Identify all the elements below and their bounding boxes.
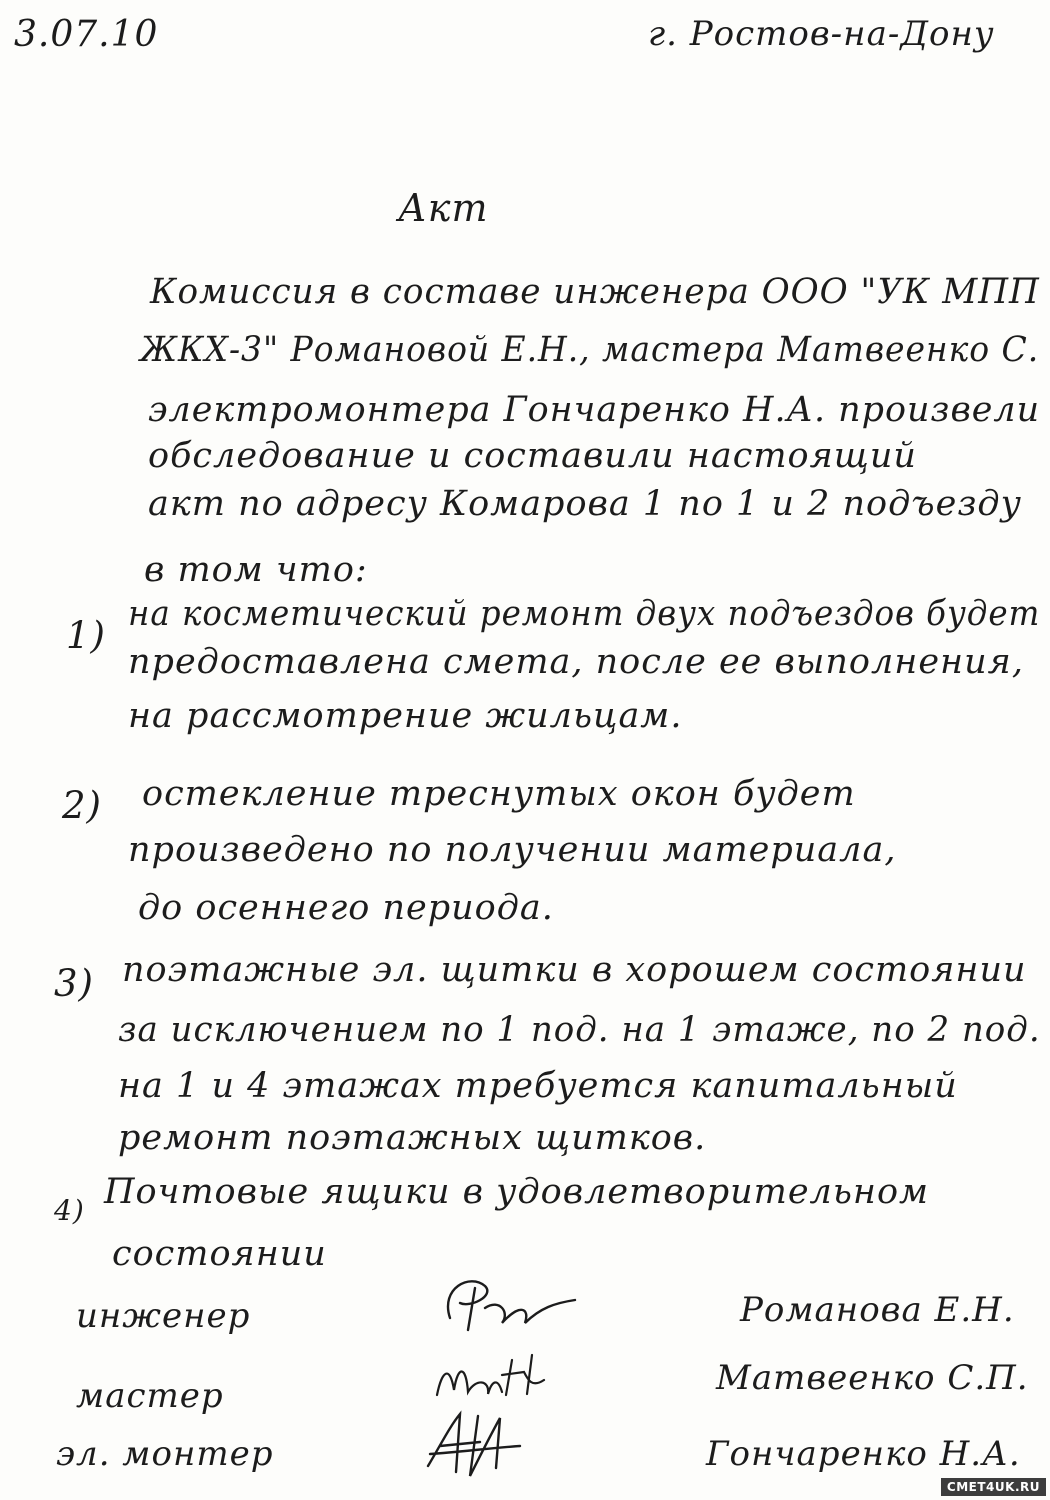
item-number: 4) xyxy=(54,1194,85,1227)
document-city: г. Ростов-на-Дону xyxy=(648,14,995,54)
intro-line: обследование и составили настоящий xyxy=(148,436,917,476)
intro-line: ЖКХ-3" Романовой Е.Н., мастера Матвеенко С. xyxy=(140,330,1040,370)
signature-mark xyxy=(420,1406,530,1486)
site-watermark: CMET4UK.RU xyxy=(941,1478,1046,1496)
intro-line: электромонтера Гончаренко Н.А. произвели xyxy=(148,390,1041,430)
intro-line: в том что: xyxy=(144,550,368,590)
item-line: на рассмотрение жильцам. xyxy=(128,696,683,736)
signature-name: Гончаренко Н.А. xyxy=(706,1434,1021,1474)
item-line: за исключением по 1 под. на 1 этаже, по 2 под. xyxy=(118,1010,1041,1050)
signature-name: Романова Е.Н. xyxy=(740,1290,1015,1330)
signature-role: инженер xyxy=(76,1296,251,1336)
signature-name: Матвеенко С.П. xyxy=(716,1358,1029,1398)
item-line: на 1 и 4 этажах требуется капитальный xyxy=(118,1066,958,1106)
intro-line: Комиссия в составе инженера ООО "УК МПП xyxy=(150,272,1040,312)
signature-mark xyxy=(430,1268,580,1338)
item-line: остекление треснутых окон будет xyxy=(142,774,856,814)
item-number: 3) xyxy=(54,962,94,1005)
item-line: ремонт поэтажных щитков. xyxy=(118,1118,707,1158)
signature-mark xyxy=(432,1350,552,1410)
intro-line: акт по адресу Комарова 1 по 1 и 2 подъезду xyxy=(148,484,1022,524)
item-line: Почтовые ящики в удовлетворительном xyxy=(104,1172,930,1212)
item-line: на косметический ремонт двух подъездов будет xyxy=(128,594,1041,634)
item-line: произведено по получении материала, xyxy=(128,830,897,870)
item-number: 2) xyxy=(62,784,102,827)
item-line: поэтажные эл. щитки в хорошем состоянии xyxy=(122,950,1027,990)
item-line: состоянии xyxy=(112,1234,327,1274)
item-number: 1) xyxy=(66,614,106,657)
signature-role: эл. монтер xyxy=(56,1434,274,1474)
document-date: 3.07.10 xyxy=(14,14,159,55)
document-title: Акт xyxy=(398,186,489,230)
item-line: до осеннего периода. xyxy=(138,888,554,928)
signature-role: мастер xyxy=(76,1376,224,1416)
item-line: предоставлена смета, после ее выполнения, xyxy=(128,642,1024,682)
